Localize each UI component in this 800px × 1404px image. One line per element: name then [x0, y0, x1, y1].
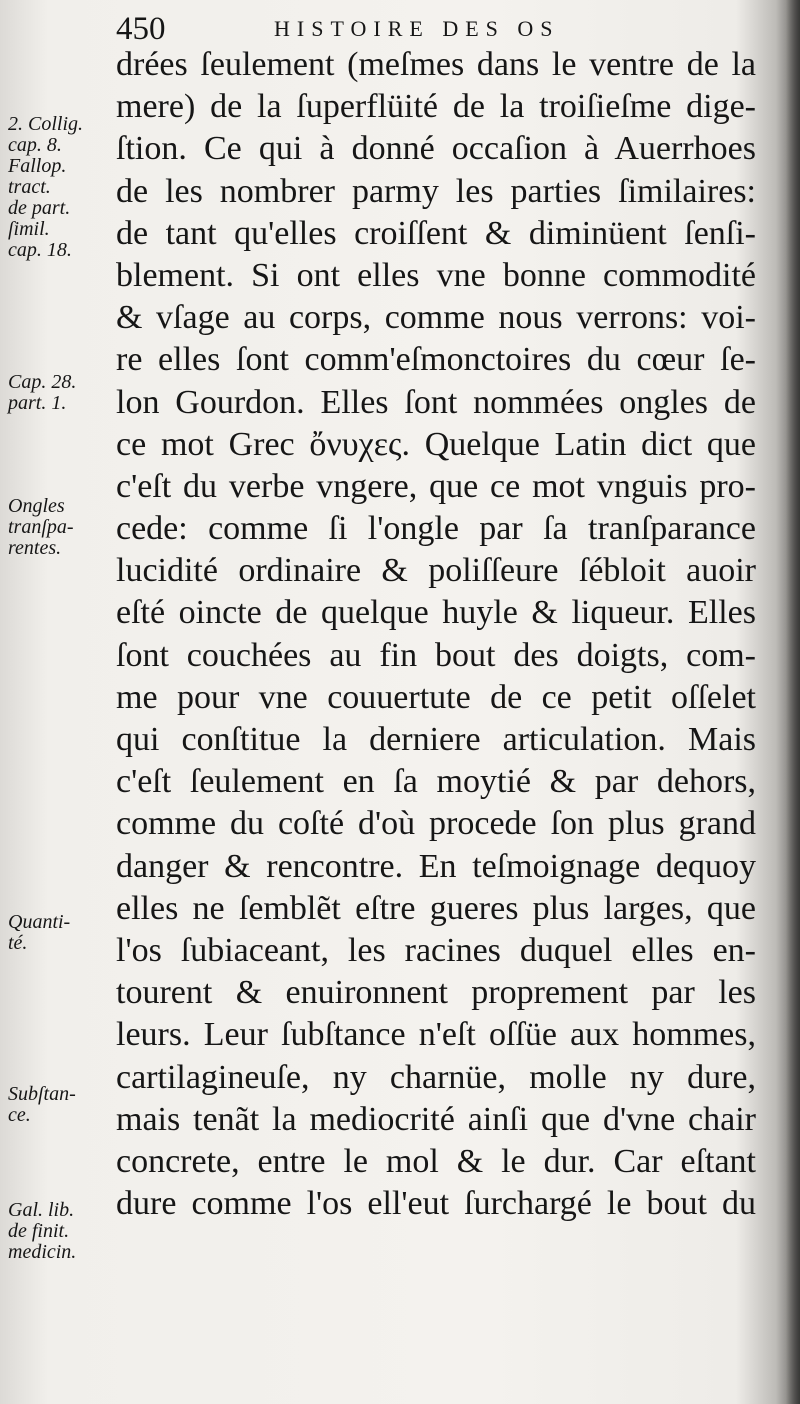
margin-note [8, 1084, 112, 1126]
text-line: ſtion. Ce qui à donné occaſion à Auerrhoes [116, 130, 756, 168]
text-line: eſté oincte de quelque huyle & liqueur. Elles [116, 594, 756, 632]
margin-note-line: Subſtan- [8, 1083, 76, 1105]
text-line: c'eſt du verbe vngere, que ce mot vnguis pro- [116, 467, 756, 505]
text-line: & vſage au corps, comme nous verrons: voi- [116, 299, 756, 337]
text-line: dure comme l'os ell'eut ſurchargé le bout du [116, 1185, 756, 1223]
text-line: leurs. Leur ſubſtance n'eſt oſſüe aux hommes, [116, 1016, 756, 1054]
text-line: comme du coſté d'où procede ſon plus grand [116, 805, 756, 843]
text-line: c'eſt ſeulement en ſa moytié & par dehors, [116, 763, 756, 801]
text-line: de les nombrer parmy les parties ſimilaires: [116, 172, 756, 210]
text-line: ce mot Grec ὄνυχες. Quelque Latin dict que [116, 425, 756, 463]
margin-note-line: Quanti- [8, 911, 71, 933]
text-line: tourent & enuironnent proprement par les [116, 974, 756, 1012]
text-line: l'os ſubiaceant, les racines duquel elles en- [116, 931, 756, 969]
text-line: de tant qu'elles croiſſent & diminüent ſenſi- [116, 214, 756, 252]
margin-note-line: Cap. 28. [8, 371, 77, 393]
margin-note-line: 2. Collig. [8, 113, 84, 135]
margin-note-line: ſimil. [8, 218, 50, 240]
margin-note-line: Gal. lib. [8, 1199, 75, 1221]
text-line: lucidité ordinaire & poliſſeure ſébloit auoir [116, 552, 756, 590]
text-line: danger & rencontre. En teſmoignage dequoy [116, 847, 756, 885]
text-line: mere) de la ſuperflüité de la troiſieſme dige- [116, 88, 756, 126]
margin-note [8, 1200, 112, 1263]
margin-note-line: de finit. [8, 1220, 70, 1242]
margin-note [8, 114, 112, 261]
margin-note [8, 496, 112, 559]
page-number: 450 [116, 11, 166, 47]
running-title: HISTOIRE DES OS [274, 16, 560, 41]
text-line: elles ne ſemblẽt eſtre gueres plus larges, que [116, 889, 756, 927]
margin-note-line: cap. 18. [8, 239, 72, 261]
margin-note-line: cap. 8. [8, 134, 62, 156]
margin-note [8, 372, 112, 414]
text-line: me pour vne couuertute de ce petit oſſelet [116, 678, 756, 716]
margin-note-line: té. [8, 932, 28, 954]
margin-note-line: Fallop. [8, 155, 67, 177]
text-line: qui conſtitue la derniere articulation. Mais [116, 721, 756, 758]
body-text [116, 44, 756, 1225]
text-line: ſont couchées au fin bout des doigts, com- [116, 636, 756, 674]
text-line: cede: comme ſi l'ongle par ſa tranſparance [116, 510, 756, 548]
margin-note-line: tract. [8, 176, 51, 198]
text-line: drées ſeulement (meſmes dans le ventre de la [116, 46, 756, 83]
margin-note-line: rentes. [8, 537, 62, 559]
text-line: cartilagineuſe, ny charnüe, molle ny dure, [116, 1058, 756, 1096]
margin-note [8, 912, 112, 954]
margin-note-line: ce. [8, 1104, 31, 1126]
text-line: blement. Si ont elles vne bonne commodité [116, 256, 756, 294]
page-edge-shadow [786, 0, 800, 1404]
text-line: lon Gourdon. Elles ſont nommées ongles de [116, 383, 756, 421]
margin-note-line: part. 1. [8, 392, 67, 414]
text-line: mais tenãt la mediocrité ainſi que d'vne chair [116, 1100, 756, 1138]
margin-note-line: medicin. [8, 1241, 77, 1263]
text-line: concrete, entre le mol & le dur. Car eſtant [116, 1142, 756, 1180]
margin-note-line: Ongles [8, 495, 65, 517]
margin-note-line: tranſpa- [8, 516, 74, 538]
margin-note-line: de part. [8, 197, 71, 219]
text-line: re elles ſont comm'eſmonctoires du cœur ſe- [116, 341, 756, 379]
